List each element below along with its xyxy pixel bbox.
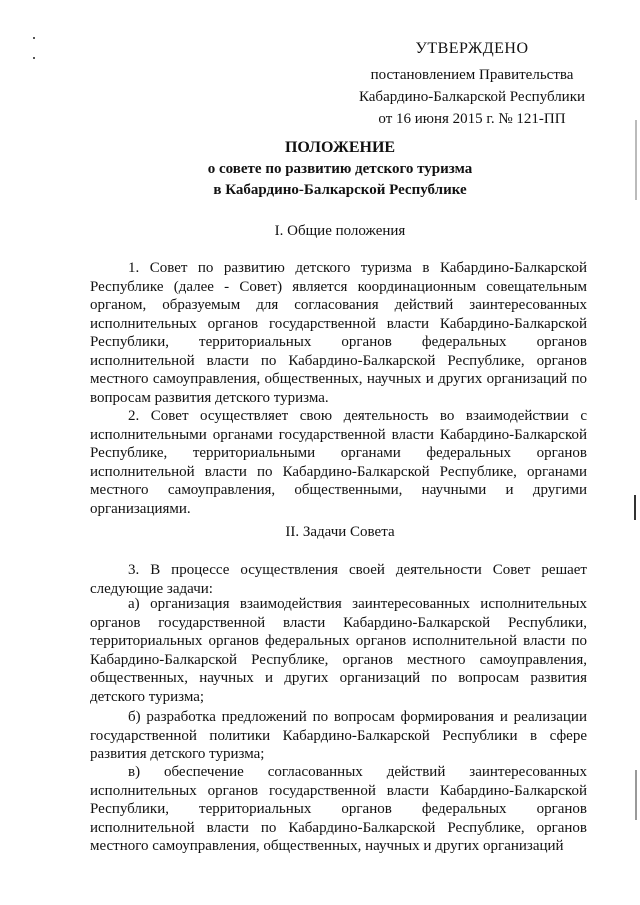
scan-mark: [33, 37, 35, 39]
scan-edge-mark: [634, 495, 636, 520]
title-main: ПОЛОЖЕНИЕ: [284, 139, 396, 156]
scan-edge-mark: [635, 120, 637, 200]
paragraph-2: 2. Совет осуществляет свою деятельность во взаимодействии с исполнительными органами государственной власти Кабардино-Балкарской Республике, территориальными органами федеральных органов исполнительной власти по Кабардино-Балкарской Республике, органами местного самоуправления, общественными, научными и другими организациями.: [90, 408, 587, 517]
subparagraph-b: б) разработка предложений по вопросам формирования и реализации государственной политики Кабардино-Балкарской Республики в сфере развития детского туризма;: [90, 709, 587, 762]
approval-stamp-block: [352, 38, 592, 130]
scan-mark: [33, 57, 35, 59]
approval-line: Кабардино-Балкарской Республики: [358, 89, 586, 105]
section-heading-general: I. Общие положения: [274, 223, 406, 239]
paragraph-1: 1. Совет по развитию детского туризма в Кабардино-Балкарской Республике (далее - Совет) является координационным совещательным органом, образуемым для согласования действий заинтересованных исполнительных органов государственной власти Кабардино-Балкарской Республики, территориальных органов федеральных органов исполнительной власти по Кабардино-Балкарской Республике, органов местного самоуправления, общественных, научных и других организаций по вопросам развития детского туризма.: [90, 260, 587, 406]
approval-heading: УТВЕРЖДЕНО: [415, 40, 529, 57]
paragraph-3: 3. В процессе осуществления своей деятельности Совет решает следующие задачи:: [90, 562, 587, 597]
document-title: [90, 137, 590, 201]
approval-date-line: от 16 июня 2015 г. № 121-ПП: [378, 111, 566, 127]
title-subtitle: в Кабардино-Балкарской Республике: [213, 182, 467, 198]
approval-line: постановлением Правительства: [370, 67, 574, 83]
subparagraph-a: а) организация взаимодействия заинтересованных исполнительных органов государственной власти Кабардино-Балкарской Республики, территориальных органов федеральных органов исполнительной власти по Кабардино-Балкарской Республике, органов местного самоуправления, общественных, научных и других организаций по вопросам развития детского туризма;: [90, 596, 587, 705]
title-subtitle: о совете по развитию детского туризма: [207, 161, 473, 177]
subparagraph-c: в) обеспечение согласованных действий заинтересованных исполнительных органов государственной власти Кабардино-Балкарской Республики, территориальных органов федеральных органов исполнительной власти по Кабардино-Балкарской Республике, органов местного самоуправления, общественных, научных и других организаций: [90, 764, 587, 854]
section-heading-tasks: II. Задачи Совета: [285, 524, 395, 540]
scan-edge-mark: [635, 770, 637, 820]
